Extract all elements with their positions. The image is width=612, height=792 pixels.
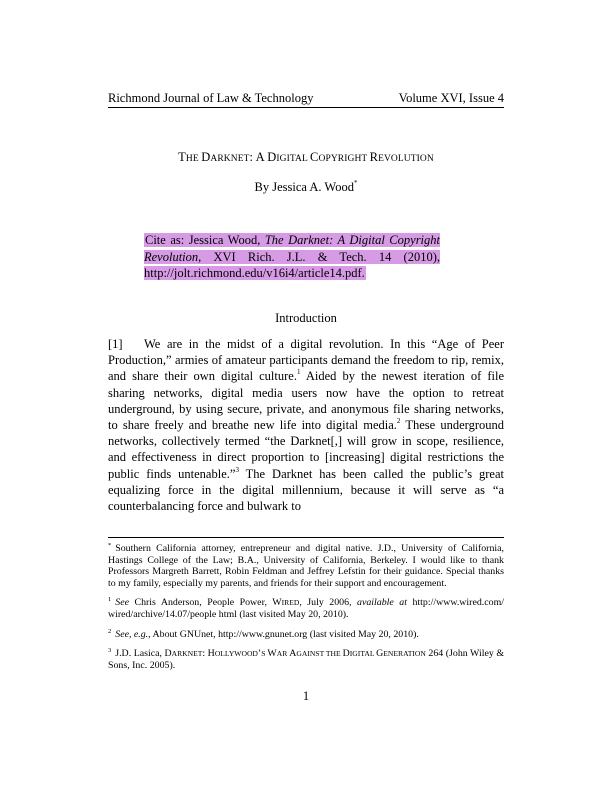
paragraph-number: [1] [108, 337, 123, 351]
footnotes [108, 543, 504, 679]
article-title: THE DARKNET: A DIGITAL COPYRIGHT REVOLUTION [178, 150, 434, 164]
running-header [108, 91, 504, 108]
footnote-2: $^2$ See, e.g., About GNUnet, http://www.gnunet.org (last visited May 20, 2010). [108, 627, 419, 640]
footnote-ref-1[interactable]: 1 [296, 368, 301, 377]
paragraph-1: [1] We are in the midst of a digital revolution. In this “Age of Peer Production,” armies of amateur participants demand the freedom to rip, remix, and share their own digital culture.$^1$ Aided by the newest iteration of file sharing networks, digital media users now have the option to retreat underground, by using secure, private, and anonymous file sharing networks, to share freely and breathe new life into digital media.$^2$ These underground networks, collectively termed “the Darknet[,] will grow in scope, resilience, and effectiveness in direct proportion to [increasing] digital restrictions the public finds untenable.”$^3$ The Darknet has been called the public’s great equalizing force in the digital millennium, because it will serve as “a counterbalancing force and bulwark to [108, 337, 505, 514]
footnote-3: $^3$ J.D. Lasica, DARKNET: HOLLYWOOD’S WAR AGAINST THE DIGITAL GENERATION 264 (John Wiley & Sons, Inc. 2005). [108, 647, 505, 671]
footnote-star: * Southern California attorney, entrepreneur and digital native. J.D., University of California, Hastings College of the Law; B.A., University of California, Berkeley. I would like to thank Professors Margreth Barrett, Robin Feldman and Jeffrey Lefstin for their guidance. Special thanks to my family, especially my parents, and friends for their support and encouragement. [108, 542, 504, 589]
citation-article-title: The Darknet: A Digital Copyright Revolution [144, 233, 441, 264]
journal-name: Richmond Journal of Law & Technology [108, 91, 314, 105]
footnote-divider [108, 537, 504, 538]
author-footnote-mark[interactable]: * [353, 179, 358, 187]
author-byline: By Jessica A. Wood* [254, 179, 358, 194]
footnote-ref-2[interactable]: 2 [396, 417, 401, 426]
page-number: 1 [302, 689, 310, 703]
citation-block: Cite as: Jessica Wood, The Darknet: A Digital Copyright Revolution, XVI Rich. J.L. & Tech. 14 (2010), http://jolt.richmond.edu/v16i4/article14.pdf. [144, 233, 441, 280]
volume-issue: Volume XVI, Issue 4 [398, 91, 504, 105]
section-heading: Introduction [275, 311, 337, 325]
footnote-ref-3[interactable]: 3 [235, 465, 239, 474]
footnote-1: $^1$ See Chris Anderson, People Power, WIRED, July 2006, available at http://www.wired.com/ wired/archive/14.07/people html (last visited May 20, 2010). [108, 596, 504, 620]
